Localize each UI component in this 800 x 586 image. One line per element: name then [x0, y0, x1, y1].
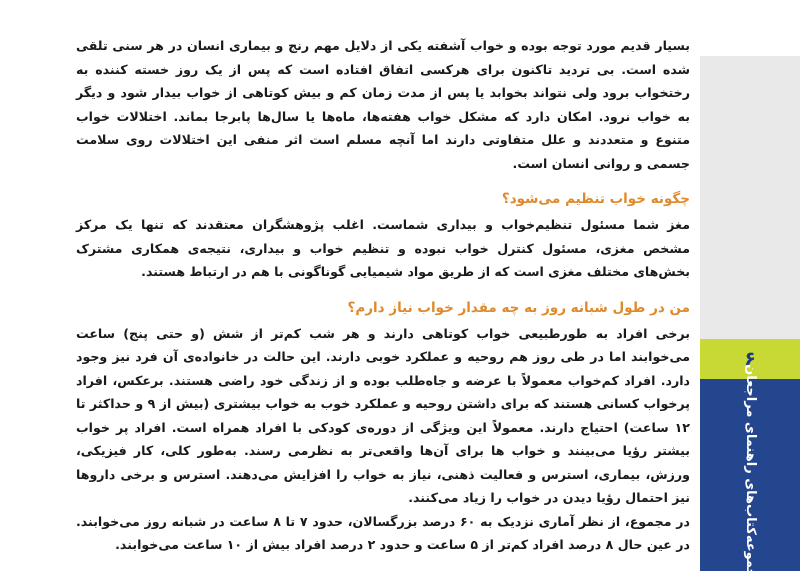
page-number: ۶ — [700, 339, 800, 379]
sleep-statistics-paragraph: در مجموع، از نظر آماری نزدیک به ۶۰ درصد بزرگسالان، حدود ۷ تا ۸ ساعت در شبانه روز می‌خوابند. در عین حال ۸ درصد افراد کم‌تر از ۵ ساعت و حدود ۲ درصد افراد بیش از ۱۰ ساعت می‌خوابند. — [76, 513, 690, 552]
section-heading-sleep-amount: من در طول شبانه روز به چه مقدار خواب نیاز دارم؟ — [347, 299, 690, 316]
sidebar — [700, 0, 800, 586]
main-content — [76, 34, 690, 557]
series-title: مجموعه‌کتاب‌های راهنمای مراجعان — [743, 364, 758, 586]
sleep-amount-paragraph: برخی افراد به طورطبیعی خواب کوتاهی دارند و هر شب کم‌تر از شش (و حتی پنج) ساعت می‌خوابند اما در طی روز هم روحیه و عملکرد خوبی دارند. این حالت در خانواده‌ی آن فرد نیز وجود دارد. افراد کم‌خواب معمولاً با عرضه و جاه‌طلب بوده و از زندگی خود راضی هستند. برعکس، افراد پرخواب کسانی هستند که برای داشتن روحیه و عملکرد خوب به خواب بیشتری (بیش از ۹ و حداکثر تا ۱۲ ساعت) احتیاج دارند. معمولاً این ویژگی از دوره‌ی کودکی با افراد همراه است. افراد پر خواب بیشتر رؤیا می‌بینند و خواب ها برای آن‌ها واقعی‌تر به نظرمی رسند. به‌طور کلی، کار فیزیکی، ورزش، بیماری، استرس و فعالیت ذهنی، نیاز به خواب را افزایش می‌دهند. استرس و برخی داروها نیز احتمال رؤیا دیدن در خواب را زیاد می‌کنند. — [76, 325, 690, 505]
section-heading-sleep-regulation: چگونه خواب تنظیم می‌شود؟ — [501, 191, 690, 207]
series-title-box — [700, 364, 800, 586]
sidebar-top-margin — [700, 0, 800, 56]
intro-paragraph: بسیار قدیم مورد توجه بوده و خواب آشفته یکی از دلایل مهم رنج و بیماری انسان در هر سنی تلقی شده است. بی تردید تاکنون برای هرکسی اتفاق افتاده است که پس از یک روز خسته کننده به رختخواب برود ولی نتواند بخوابد یا پس از مدت زمان کم و بیش کوتاهی از خواب بیدار شود و دیگر به خواب نرود. امکان دارد که مشکل خواب هفته‌ها، ماه‌ها یا سال‌ها پابرجا بماند. اختلالات خواب متنوع و متعددند و علل متفاوتی دارند اما آنچه مسلم است اثر منفی این اختلالات روی سلامت جسمی و روانی انسان است. — [76, 38, 690, 171]
sleep-regulation-paragraph: مغز شما مسئول تنظیم‌خواب و بیداری شماست. اغلب پژوهشگران معتقدند که تنها یک مرکز مشخص مغزی، مسئول کنترل خواب نبوده و تنظیم خواب و بیداری، نتیجه‌ی همکاری مشترک بخش‌های مختلف مغزی است که از طریق مواد شیمیایی گوناگونی با هم در ارتباط هستند. — [76, 217, 690, 279]
